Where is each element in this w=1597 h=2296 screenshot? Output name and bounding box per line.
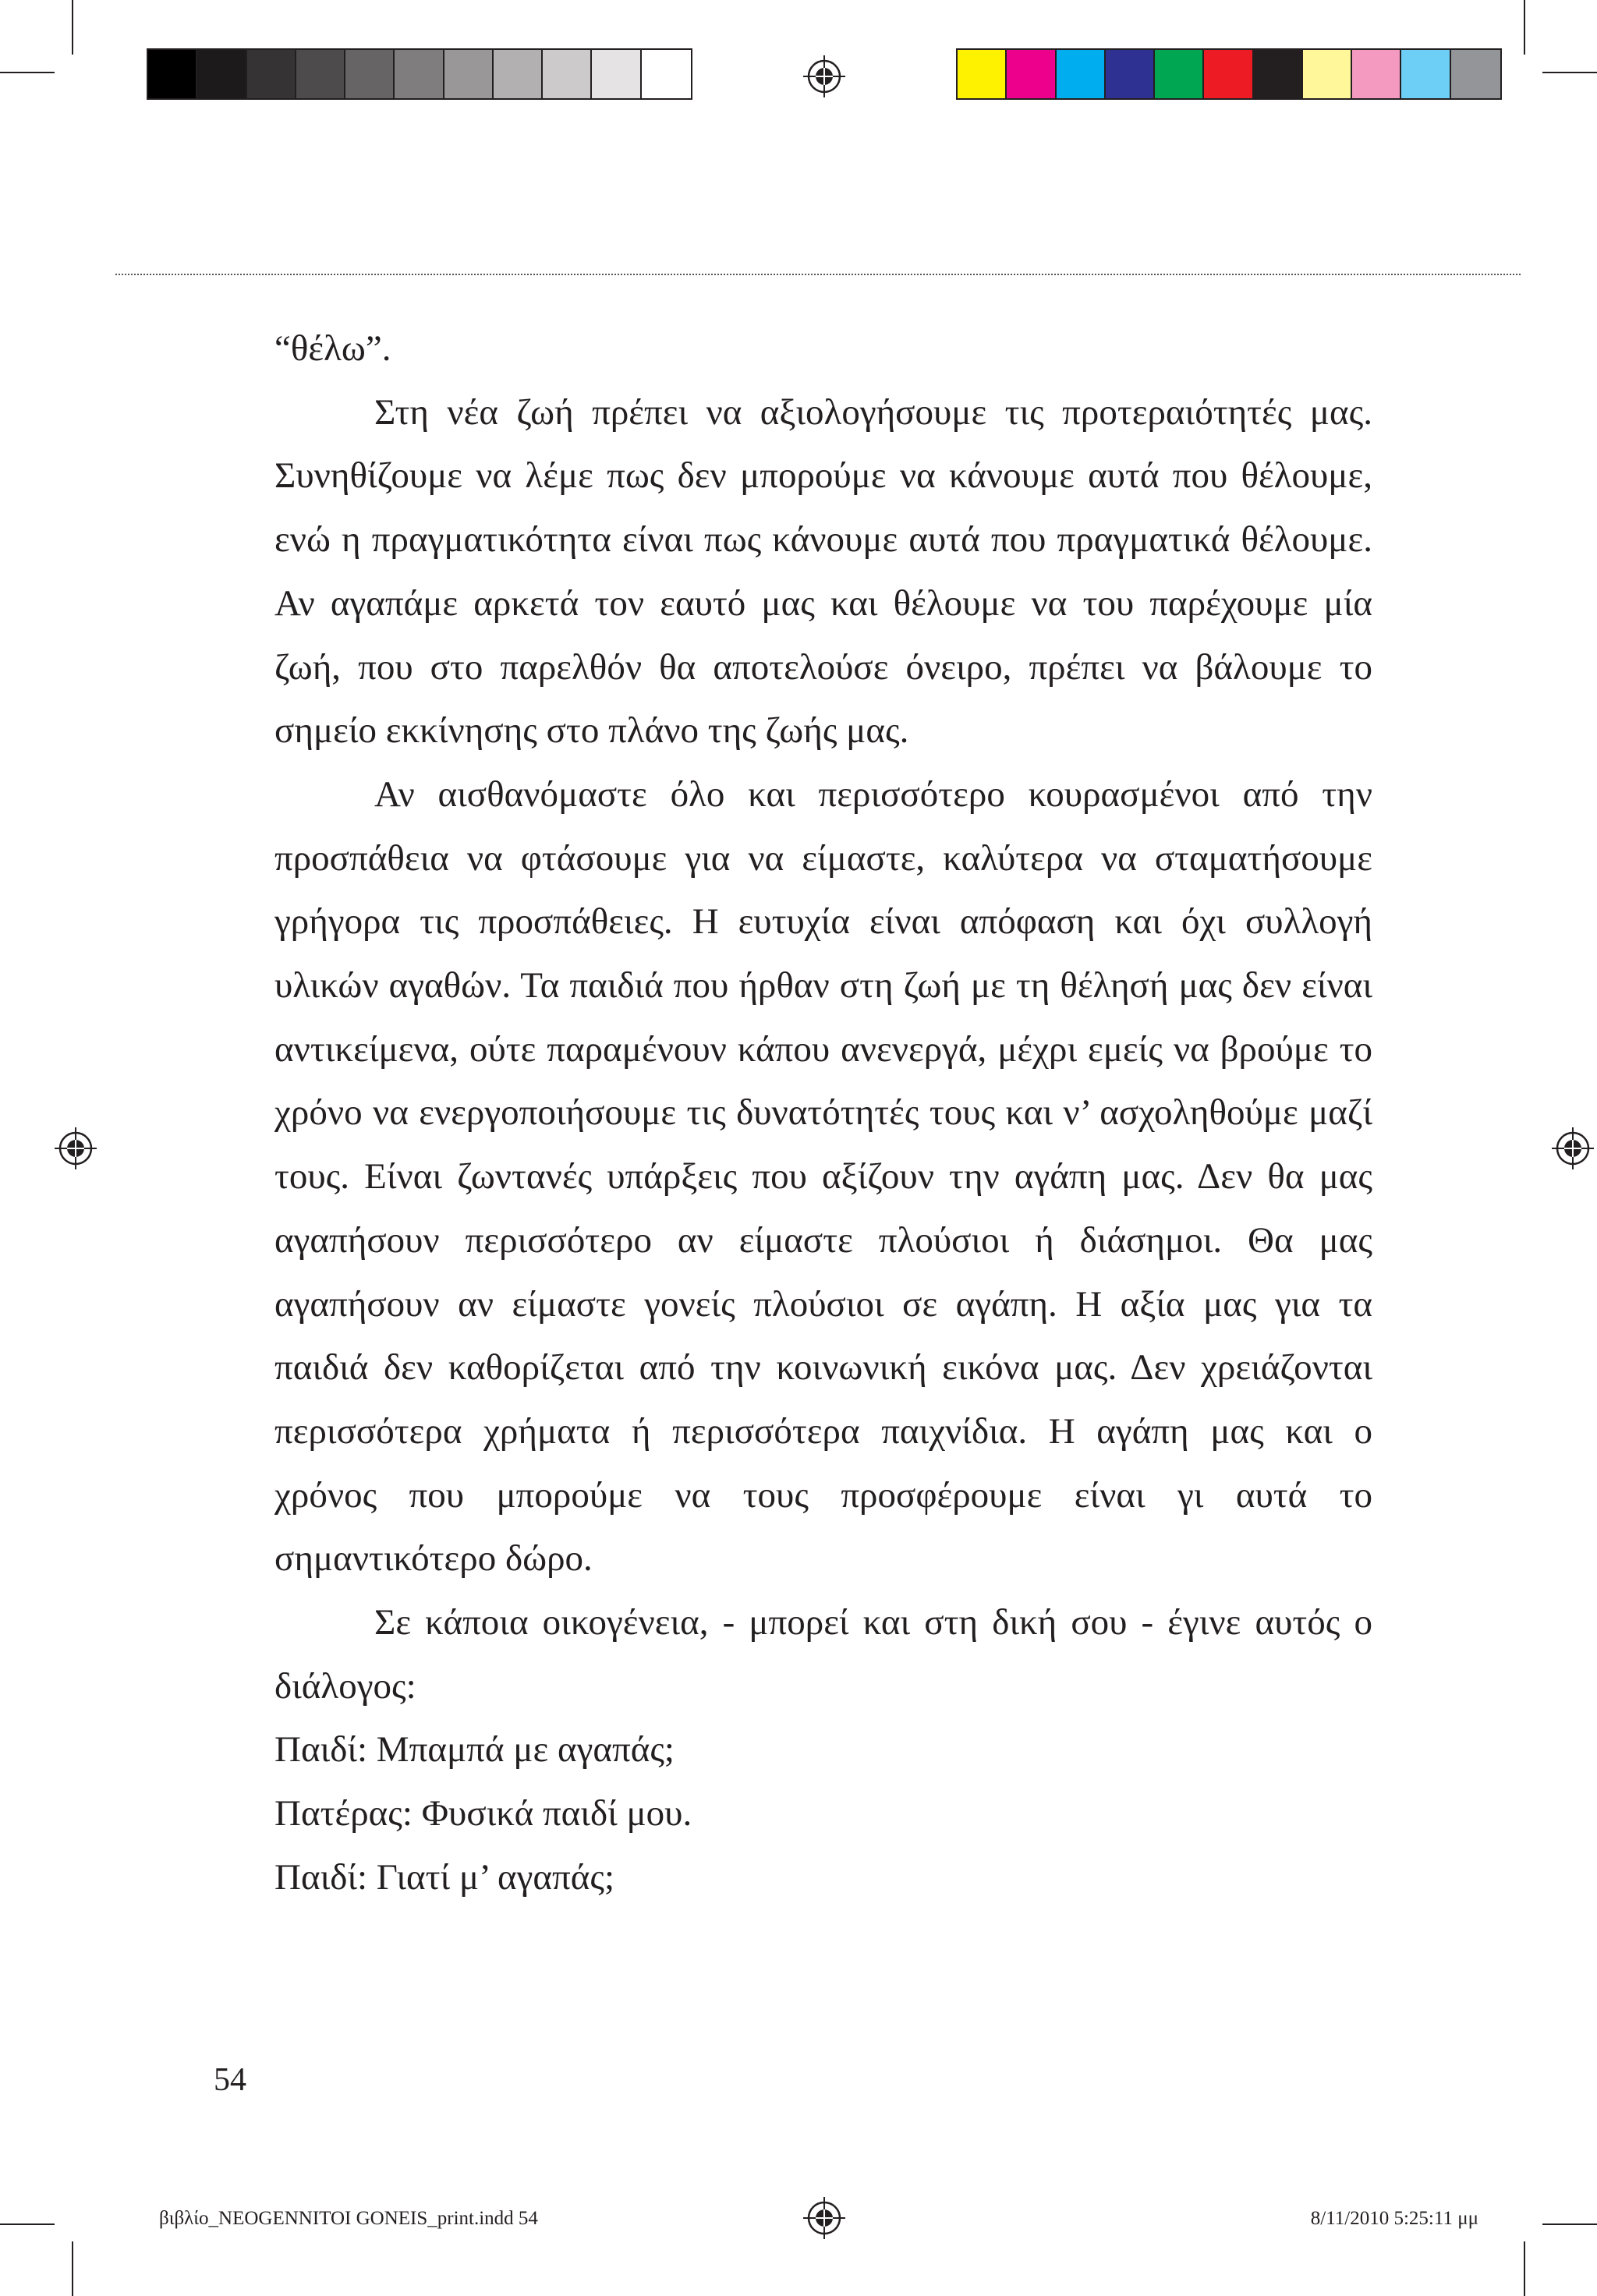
process-color-swatch xyxy=(1352,50,1401,98)
process-color-swatch xyxy=(1057,50,1106,98)
paragraph: Σε κάποια οικογένεια, - μπορεί και στη δική σου - έγινε αυτός ο διάλογος: xyxy=(274,1602,1372,1707)
gray-swatch xyxy=(148,50,197,98)
crop-mark-bottom-right-vertical xyxy=(1524,2241,1525,2296)
process-color-swatch xyxy=(1254,50,1303,98)
crop-mark-bottom-right-horizontal xyxy=(1542,2223,1597,2225)
gray-swatch xyxy=(444,50,494,98)
paragraph: “θέλω”. xyxy=(274,328,391,369)
paragraph: Αν αισθανόμαστε όλο και περισσότερο κουρασμένοι από την προσπάθεια να φτάσουμε για να είμαστε, καλύτερα να σταματήσουμε γρήγορα τις προσπάθειες. Η ευτυχία είναι απόφαση και όχι συλλογή υλικών αγαθών. Τα παιδιά που ήρθαν στη ζωή με τη θέλησή μας δεν είναι αντικείμενα, ούτε παραμένουν κάπου ανενεργά, μέχρι εμείς να βρούμε το χρόνο να ενεργοποιήσουμε τις δυνατότητές τους και ν’ ασχοληθούμε μαζί τους. Είναι ζωντανές υπάρξεις που αξίζουν την αγάπη μας. Δεν θα μας αγαπήσουν περισσότερο αν είμαστε πλούσιοι ή διάσημοι. Θα μας αγαπήσουν αν είμαστε γονείς πλούσιοι σε αγάπη. Η αξία μας για τα παιδιά δεν καθορίζεται από την κοινωνική εικόνα μας. Δεν χρειάζονται περισσότερα χρήματα ή περισσότερα παιχνίδια. Η αγάπη μας και ο χρόνος που μπορούμε να τους προσφέρουμε είναι γι αυτά το σημαντικότερο δώρο. xyxy=(274,773,1372,1580)
process-color-swatch xyxy=(1401,50,1450,98)
process-color-swatch xyxy=(1303,50,1352,98)
registration-mark-top-icon xyxy=(803,55,845,97)
gray-swatch xyxy=(543,50,592,98)
process-color-swatch xyxy=(1204,50,1253,98)
gray-swatch xyxy=(197,50,246,98)
dotted-guide-line xyxy=(115,274,1521,275)
slug-file-name: βιβλίο_NEOGENNITOI GONEIS_print.indd 54 xyxy=(159,2208,538,2229)
process-color-swatch xyxy=(1451,50,1500,98)
dialogue-line: Παιδί: Μπαμπά με αγαπάς; xyxy=(274,1729,675,1771)
gray-swatch xyxy=(642,50,691,98)
crop-mark-top-right-vertical xyxy=(1524,0,1525,55)
process-color-swatch xyxy=(1106,50,1155,98)
dialogue-line: Πατέρας: Φυσικά παιδί μου. xyxy=(274,1793,692,1834)
process-color-swatch xyxy=(1155,50,1204,98)
crop-mark-top-left-horizontal xyxy=(0,72,55,73)
page-body-text xyxy=(274,317,1372,1910)
gray-swatch xyxy=(345,50,395,98)
gray-swatch xyxy=(494,50,543,98)
slug-date-time: 8/11/2010 5:25:11 μμ xyxy=(1310,2208,1478,2229)
dialogue-line: Παιδί: Γιατί μ’ αγαπάς; xyxy=(274,1856,615,1898)
crop-mark-top-right-horizontal xyxy=(1542,72,1597,73)
registration-mark-bottom-icon xyxy=(803,2197,845,2239)
gray-swatch xyxy=(247,50,296,98)
process-color-swatch xyxy=(1007,50,1056,98)
crop-mark-bottom-left-horizontal xyxy=(0,2223,55,2225)
crop-mark-bottom-left-vertical xyxy=(72,2241,73,2296)
registration-mark-left-icon xyxy=(55,1127,97,1169)
process-color-bar xyxy=(956,48,1502,100)
crop-mark-top-left-vertical xyxy=(72,0,73,55)
page-number: 54 xyxy=(214,2062,246,2098)
grayscale-color-bar xyxy=(147,48,692,100)
paragraph: Στη νέα ζωή πρέπει να αξιολογήσουμε τις προτεραιότητές μας. Συνηθίζουμε να λέμε πως δεν μπορούμε να κάνουμε αυτά που θέλουμε, ενώ η πραγματικότητα είναι πως κάνουμε αυτά που πραγματικά θέλουμε. Αν αγαπάμε αρκετά τον εαυτό μας και θέλουμε να του παρέχουμε μία ζωή, που στο παρελθόν θα αποτελούσε όνειρο, πρέπει να βάλουμε το σημείο εκκίνησης στο πλάνο της ζωής μας. xyxy=(274,391,1372,752)
gray-swatch xyxy=(395,50,444,98)
gray-swatch xyxy=(592,50,641,98)
registration-mark-right-icon xyxy=(1552,1127,1594,1169)
process-color-swatch xyxy=(958,50,1007,98)
gray-swatch xyxy=(296,50,345,98)
